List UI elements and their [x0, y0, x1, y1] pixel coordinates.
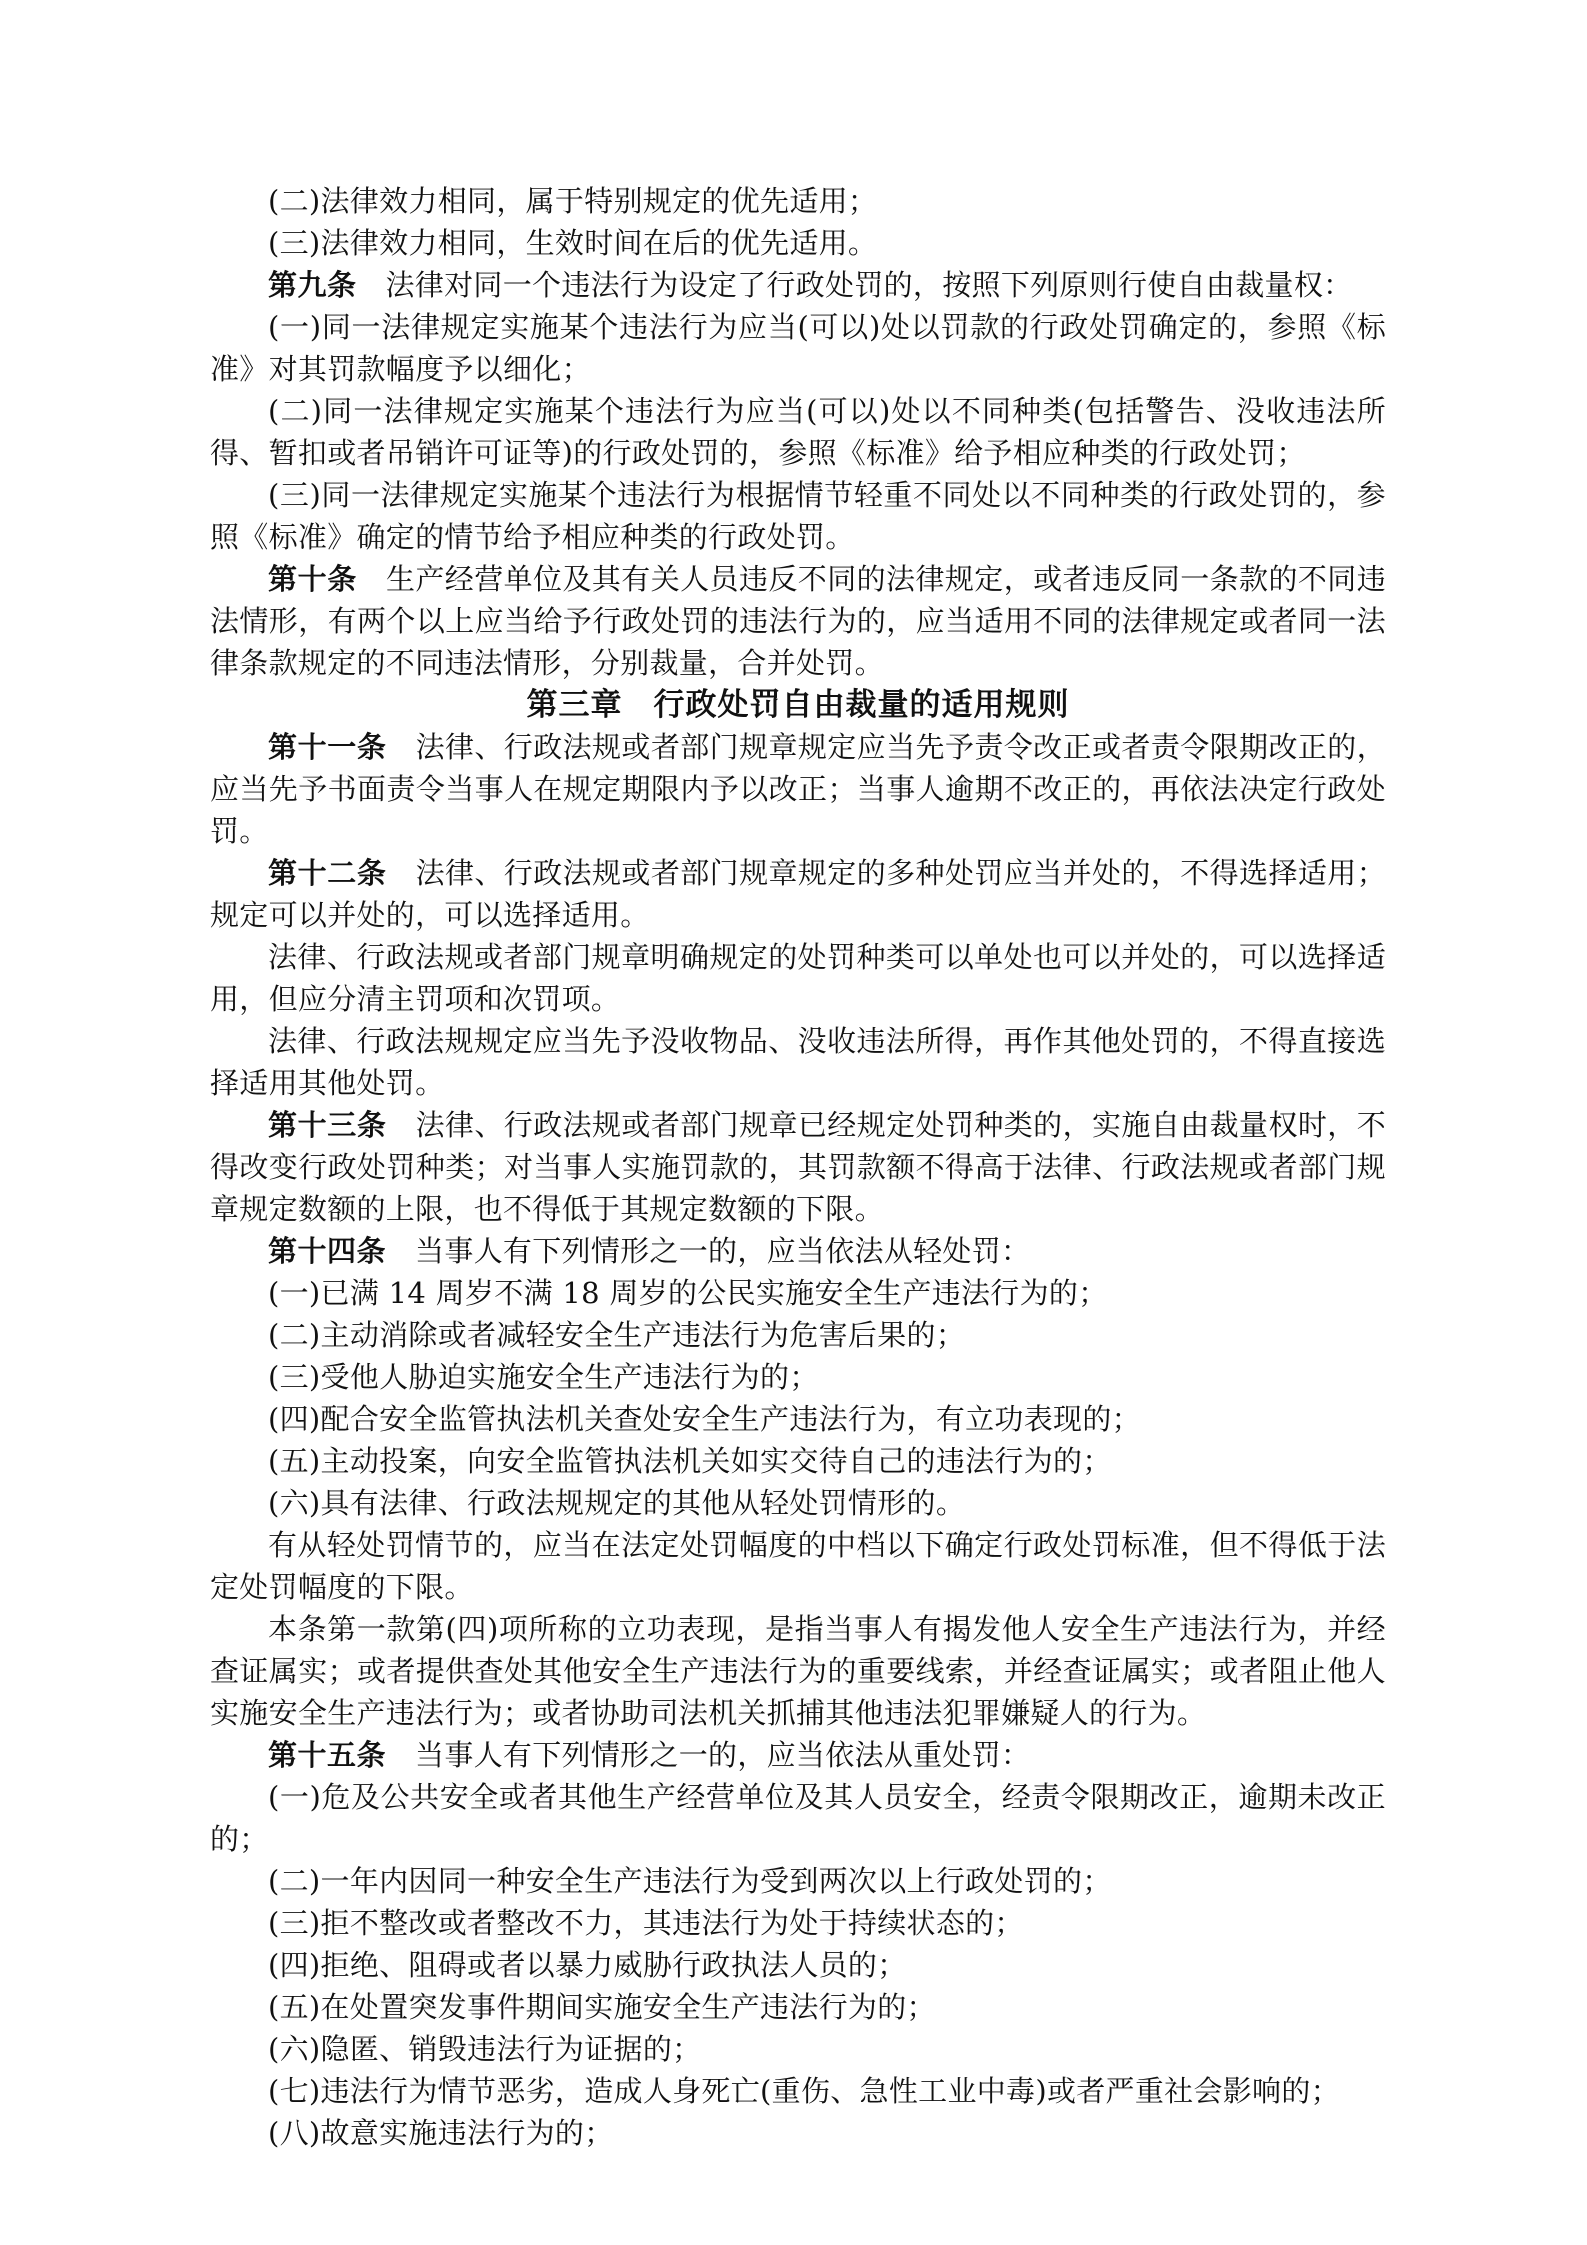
article-label: 第九条	[268, 268, 357, 302]
article-15-paragraph: 第十五条 当事人有下列情形之一的，应当依法从重处罚：	[268, 1738, 1031, 1772]
clause-paragraph: (三)受他人胁迫实施安全生产违法行为的；	[268, 1360, 819, 1394]
clause-paragraph: (八)故意实施违法行为的；	[268, 2116, 614, 2150]
article-10-paragraph: 第十条 生产经营单位及其有关人员违反不同的法律规定，或者违反同一条款的不同违法情形，有两个以上应当给予行政处罚的违法行为的，应当适用不同的法律规定或者同一法律条款规定的不同违法情形，分别裁量，合并处罚。	[210, 562, 1386, 680]
body-paragraph: 法律、行政法规或者部门规章明确规定的处罚种类可以单处也可以并处的，可以选择适用，但应分清主罚项和次罚项。	[210, 940, 1386, 1016]
article-label: 第十一条	[268, 730, 387, 764]
article-9-paragraph: 第九条 法律对同一个违法行为设定了行政处罚的，按照下列原则行使自由裁量权：	[268, 268, 1353, 302]
clause-paragraph: (七)违法行为情节恶劣，造成人身死亡(重伤、急性工业中毒)或者严重社会影响的；	[268, 2074, 1340, 2108]
article-14-paragraph: 第十四条 当事人有下列情形之一的，应当依法从轻处罚：	[268, 1234, 1031, 1268]
chapter-number: 第三章	[526, 687, 623, 723]
chapter-heading	[210, 684, 1386, 726]
clause-paragraph: (一)危及公共安全或者其他生产经营单位及其人员安全，经责令限期改正，逾期未改正的；	[210, 1780, 1386, 1856]
clause-paragraph: (四)拒绝、阻碍或者以暴力威胁行政执法人员的；	[268, 1948, 907, 1982]
article-label: 第十条	[268, 562, 357, 596]
article-label: 第十五条	[268, 1738, 387, 1772]
clause-paragraph: (一)同一法律规定实施某个违法行为应当(可以)处以罚款的行政处罚确定的，参照《标准》对其罚款幅度予以细化；	[210, 310, 1386, 386]
clause-paragraph: (二)主动消除或者减轻安全生产违法行为危害后果的；	[268, 1318, 966, 1352]
clause-paragraph: (三)法律效力相同，生效时间在后的优先适用。	[268, 226, 878, 260]
clause-paragraph: (三)同一法律规定实施某个违法行为根据情节轻重不同处以不同种类的行政处罚的，参照《标准》确定的情节给予相应种类的行政处罚。	[210, 478, 1386, 554]
clause-paragraph: (二)同一法律规定实施某个违法行为应当(可以)处以不同种类(包括警告、没收违法所得、暂扣或者吊销许可证等)的行政处罚的，参照《标准》给予相应种类的行政处罚；	[210, 394, 1386, 470]
clause-paragraph: (四)配合安全监管执法机关查处安全生产违法行为，有立功表现的；	[268, 1402, 1141, 1436]
article-label: 第十二条	[268, 856, 387, 890]
body-paragraph: 本条第一款第(四)项所称的立功表现，是指当事人有揭发他人安全生产违法行为，并经查证属实；或者提供查处其他安全生产违法行为的重要线索，并经查证属实；或者阻止他人实施安全生产违法行为；或者协助司法机关抓捕其他违法犯罪嫌疑人的行为。	[210, 1612, 1386, 1730]
clause-paragraph: (五)在处置突发事件期间实施安全生产违法行为的；	[268, 1990, 936, 2024]
article-12-paragraph: 第十二条 法律、行政法规或者部门规章规定的多种处罚应当并处的，不得选择适用；规定可以并处的，可以选择适用。	[210, 856, 1386, 932]
article-label: 第十三条	[268, 1108, 387, 1142]
article-label: 第十四条	[268, 1234, 387, 1268]
clause-paragraph: (二)一年内因同一种安全生产违法行为受到两次以上行政处罚的；	[268, 1864, 1112, 1898]
article-11-paragraph: 第十一条 法律、行政法规或者部门规章规定应当先予责令改正或者责令限期改正的，应当先予书面责令当事人在规定期限内予以改正；当事人逾期不改正的，再依法决定行政处罚。	[210, 730, 1386, 848]
article-13-paragraph: 第十三条 法律、行政法规或者部门规章已经规定处罚种类的，实施自由裁量权时，不得改变行政处罚种类；对当事人实施罚款的，其罚款额不得高于法律、行政法规或者部门规章规定数额的上限，也不得低于其规定数额的下限。	[210, 1108, 1386, 1226]
clause-paragraph: (六)具有法律、行政法规规定的其他从轻处罚情形的。	[268, 1486, 966, 1520]
body-paragraph: 法律、行政法规规定应当先予没收物品、没收违法所得，再作其他处罚的，不得直接选择适用其他处罚。	[210, 1024, 1386, 1100]
clause-paragraph: (三)拒不整改或者整改不力，其违法行为处于持续状态的；	[268, 1906, 1024, 1940]
clause-paragraph: (五)主动投案，向安全监管执法机关如实交待自己的违法行为的；	[268, 1444, 1112, 1478]
clause-paragraph: (六)隐匿、销毁违法行为证据的；	[268, 2032, 702, 2066]
clause-paragraph: (一)已满 14 周岁不满 18 周岁的公民实施安全生产违法行为的；	[268, 1276, 1108, 1310]
body-paragraph: 有从轻处罚情节的，应当在法定处罚幅度的中档以下确定行政处罚标准，但不得低于法定处罚幅度的下限。	[210, 1528, 1386, 1604]
clause-paragraph: (二)法律效力相同，属于特别规定的优先适用；	[268, 184, 878, 218]
chapter-title: 行政处罚自由裁量的适用规则	[653, 687, 1070, 723]
document-body	[210, 180, 1386, 2154]
